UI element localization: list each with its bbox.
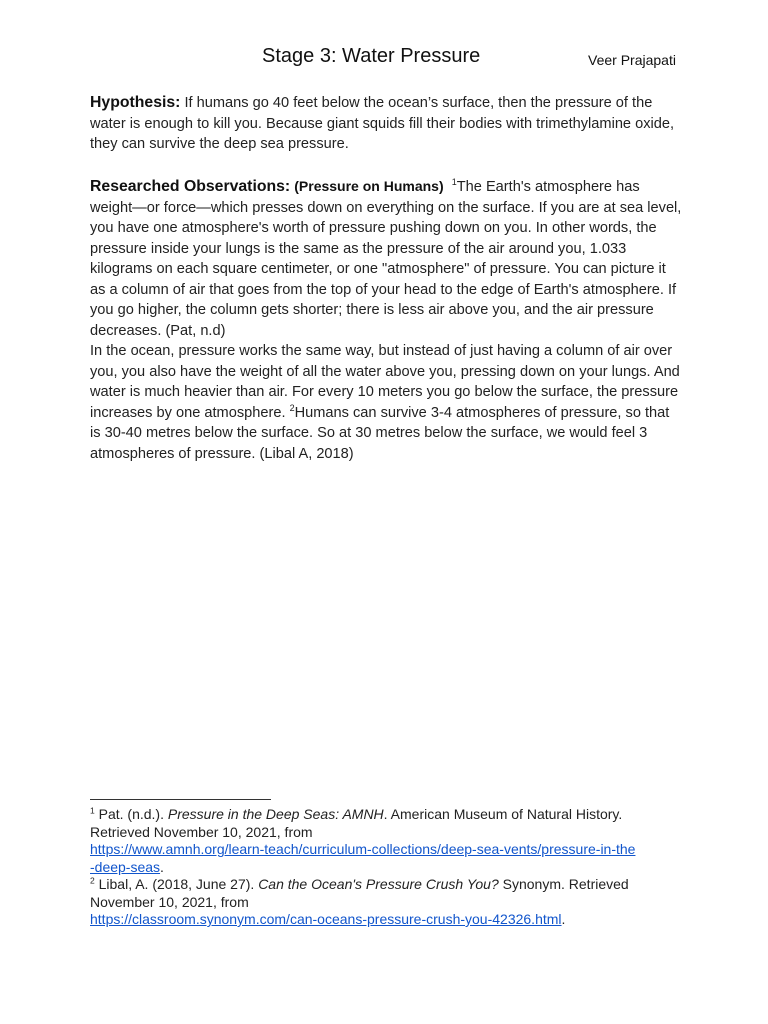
observations-subheading: (Pressure on Humans): [294, 178, 444, 194]
footnote-1-link-line1: https://www.amnh.org/learn-teach/curriculum-collections/deep-sea-vents/pressure-in-the: [90, 841, 636, 857]
observations-para2: [90, 341, 682, 464]
author-name: Veer Prajapati: [588, 52, 676, 68]
footnote-1-author: Pat. (n.d.).: [98, 806, 168, 822]
footnote-2-marker: 2: [90, 875, 95, 886]
footnote-2-author: Libal, A. (2018, June 27).: [98, 876, 259, 892]
footnote-1-link[interactable]: [90, 841, 635, 875]
footnote-2-title: Can the Ocean's Pressure Crush You?: [258, 876, 499, 892]
footnotes-section: [90, 806, 685, 929]
footnote-2-end: .: [561, 911, 566, 927]
citation-marker-2: 2: [289, 402, 295, 413]
page-title: Stage 3: Water Pressure: [262, 45, 481, 67]
observations-para2-rest: Humans can survive 3-4 atmospheres of pressure, so that is 30-40 metres below the surface. So at 30 metres below the surface, we would feel 3 atmospheres of pressure. (Libal A, 2018): [90, 404, 670, 462]
footnote-1-link-line2: -deep-seas: [90, 858, 161, 875]
footnote-1-marker: 1: [90, 805, 95, 816]
hypothesis-paragraph: [90, 93, 682, 155]
hypothesis-text: If humans go 40 feet below the ocean’s surface, then the pressure of the water is enough to kill you. Because giant squids fill their bodies with trimethylamine oxide, they can survive the deep sea pressure.: [90, 95, 675, 152]
footnote-1: [90, 806, 685, 876]
observations-para1-rest: one atmosphere's worth of pressure pushing down on you. In other words, the pressure inside your lungs is the same as the pressure of the air around you, 1.033 kilograms on each square centimeter, or one "atmosphere" of pressure. You can picture it as a column of air that goes from the top of your head to the edge of Earth's atmosphere. If you go higher, the column gets shorter; there is less air above you, and the air pressure decreases. (Pat, n.d): [90, 220, 677, 339]
observations-label: Researched Observations:: [90, 178, 291, 195]
footnote-1-end: .: [160, 858, 164, 875]
citation-marker-1: 1: [451, 177, 457, 188]
footnote-2-link[interactable]: https://classroom.synonym.com/can-oceans-pressure-crush-you-42326.html: [90, 911, 562, 927]
footnote-2-source: Synonym. Retrieved November 10, 2021, from: [90, 876, 629, 910]
observations-para2-start: In the ocean, pressure works the same way, but instead of just having a column of air over you, you also have the weight of all the water above you, pressing down on your lungs. And water is much heavier than air. For every 10 meters you go below the surface, the pressure increases by one atmosphere.: [90, 343, 680, 421]
footnote-1-source: . American Museum of Natural History. Retrieved November 10, 2021, from: [90, 806, 623, 840]
footnote-2: [90, 876, 685, 929]
footnote-divider: [90, 799, 271, 800]
observations-section: [90, 176, 682, 464]
hypothesis-label: Hypothesis:: [90, 94, 181, 111]
footnote-1-title: Pressure in the Deep Seas: AMNH: [167, 806, 384, 822]
observations-para1-start: The Earth's atmosphere has weight—or force—which presses down on everything on the surface. If you are at sea level, you have: [90, 179, 682, 236]
